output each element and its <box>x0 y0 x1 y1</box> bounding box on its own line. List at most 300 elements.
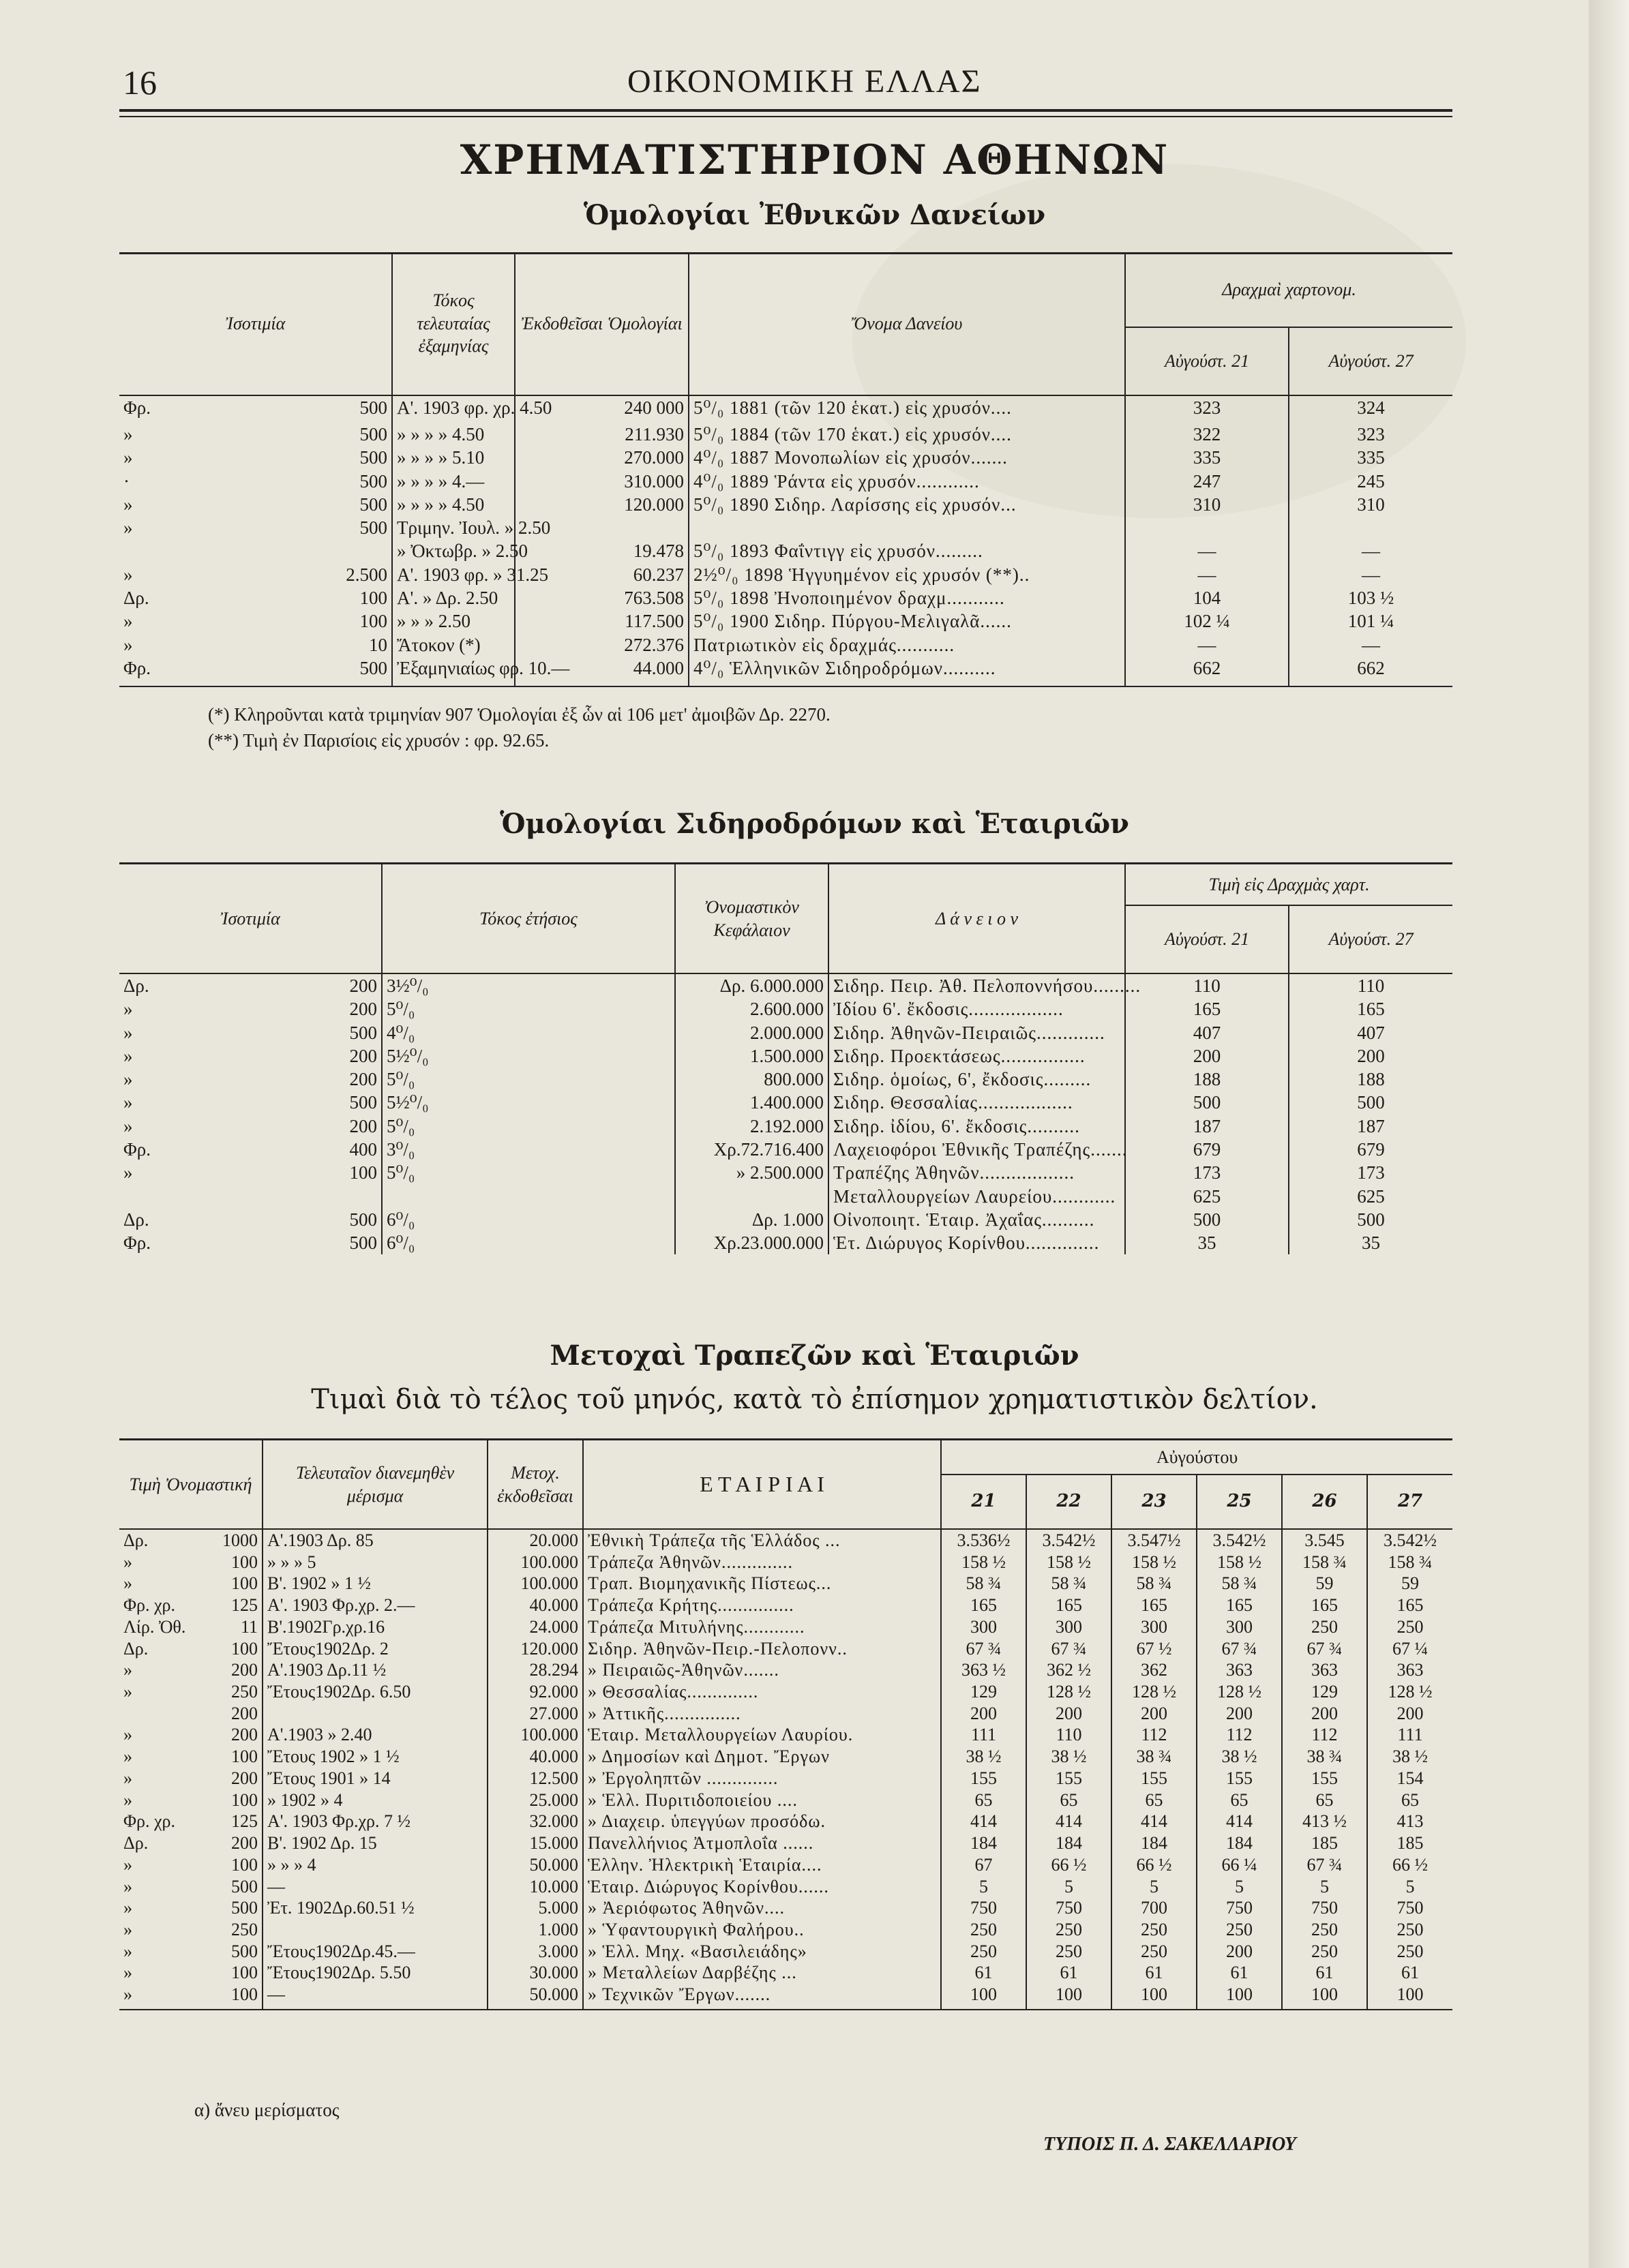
loan-name-cell: 4⁰/₀ 1889 Ῥάντα εἰς χρυσόν............ <box>689 470 1125 493</box>
price-day-26: 363 <box>1282 1659 1367 1681</box>
table-row <box>119 1876 1452 1898</box>
nominal-cell: 100 <box>231 1747 258 1767</box>
shares-issued-cell: 24.000 <box>488 1616 583 1638</box>
price-aug21-cell: 247 <box>1125 470 1289 493</box>
parity-cell: 500 <box>349 1092 378 1113</box>
parity-cell: 200 <box>349 1115 378 1136</box>
bond-name-cell: Μεταλλουργείων Λαυρείου............ <box>828 1185 1125 1208</box>
shares-issued-cell: 92.000 <box>488 1681 583 1703</box>
spacer-cell <box>1289 680 1452 686</box>
price-day-23: 112 <box>1111 1724 1197 1746</box>
loan-name-cell: 5⁰/₀ 1893 Φαΐντιγγ εἰς χρυσόν......... <box>689 539 1125 562</box>
price-aug27-cell: 500 <box>1289 1208 1452 1231</box>
parity-cell: 500 <box>359 424 388 444</box>
price-aug21-cell: — <box>1125 633 1289 656</box>
price-aug27-cell: 187 <box>1289 1115 1452 1138</box>
price-day-23: 158 ½ <box>1111 1552 1197 1573</box>
company-cell: » Ἑλλ. Μηχ. «Βασιλειάδης» <box>583 1941 941 1963</box>
currency-cell: » <box>123 1069 133 1090</box>
price-day-21: 363 ½ <box>941 1659 1026 1681</box>
price-day-26: 750 <box>1282 1897 1367 1919</box>
table-row <box>119 1573 1452 1594</box>
nominal-cell: 500 <box>231 1941 258 1961</box>
price-aug21-cell: 188 <box>1125 1068 1289 1091</box>
shares-issued-cell: 120.000 <box>488 1638 583 1660</box>
capital-cell: Δρ. 1.000 <box>675 1208 828 1231</box>
price-aug21-cell: 500 <box>1125 1091 1289 1114</box>
price-aug21-cell: 335 <box>1125 446 1289 469</box>
price-aug21-cell: 110 <box>1125 973 1289 997</box>
company-cell: Πανελλήνιος Ἀτμοπλοΐα ...... <box>583 1832 941 1854</box>
issued-cell: 310.000 <box>515 470 689 493</box>
price-aug21-cell: 200 <box>1125 1044 1289 1068</box>
price-day-21: 5 <box>941 1876 1026 1898</box>
price-day-27: 128 ½ <box>1367 1681 1452 1703</box>
loan-name-cell: 4⁰/₀ Ἑλληνικῶν Σιδηροδρόμων.......... <box>689 656 1125 680</box>
price-day-21: 58 ¾ <box>941 1573 1026 1594</box>
col-metoch: Μετοχ. ἐκδοθεῖσαι <box>488 1440 583 1529</box>
railway-bonds-table <box>119 864 1452 1254</box>
journal-title: ΟΙΚΟΝΟΜΙΚΗ ΕΛΛΑΣ <box>627 63 982 100</box>
price-day-22: 200 <box>1026 1703 1111 1725</box>
company-cell: » Διαχειρ. ὑπεγγύων προσόδω. <box>583 1811 941 1832</box>
currency-cell: » <box>123 1963 132 1983</box>
interest-cell: 5⁰/₀ <box>382 1115 675 1138</box>
currency-cell: Δρ. <box>123 1209 149 1230</box>
price-day-23: 5 <box>1111 1876 1197 1898</box>
currency-cell: » <box>123 611 133 632</box>
spacer-cell <box>515 680 689 686</box>
table-row <box>119 1724 1452 1746</box>
price-day-26: 38 ¾ <box>1282 1746 1367 1768</box>
table-end-row <box>119 680 1452 686</box>
price-day-22: 250 <box>1026 1919 1111 1941</box>
price-day-27: 3.542½ <box>1367 1529 1452 1552</box>
price-day-26: 155 <box>1282 1768 1367 1789</box>
currency-cell: » <box>123 1573 132 1594</box>
parity-cell: 500 <box>359 494 388 515</box>
col-date-21: Αὐγούστ. 21 <box>1125 327 1289 395</box>
spacer-cell <box>1111 2006 1197 2010</box>
company-cell: » Τεχνικῶν Ἔργων....... <box>583 1984 941 2006</box>
price-aug27-cell: — <box>1289 563 1452 586</box>
price-aug27-cell: 625 <box>1289 1185 1452 1208</box>
dividend-cell: Ἔτους 1901 » 14 <box>263 1768 488 1789</box>
footnote-1: (*) Κληροῦνται κατὰ τριμηνίαν 907 Ὁμολογίαι ἐξ ὧν αἱ 106 μετ' ἀμοιβῶν Δρ. 2270. <box>208 704 831 725</box>
capital-cell: 2.600.000 <box>675 997 828 1020</box>
currency-cell: » <box>123 564 133 585</box>
company-cell: Τράπεζα Κρήτης............... <box>583 1594 941 1616</box>
currency-cell: Λίρ. Ὀθ. <box>123 1616 186 1637</box>
dividend-cell <box>263 1919 488 1941</box>
table-row <box>119 633 1452 656</box>
price-aug27-cell: 101 ¼ <box>1289 609 1452 633</box>
col-date-27-2: Αὐγούστ. 27 <box>1289 905 1452 973</box>
company-cell: » Ἀττικῆς............... <box>583 1703 941 1725</box>
shares-issued-cell: 15.000 <box>488 1832 583 1854</box>
day-header-26: 26 <box>1282 1475 1367 1529</box>
price-day-26: 250 <box>1282 1919 1367 1941</box>
currency-cell: · <box>123 470 130 492</box>
parity-cell: 200 <box>349 1045 378 1066</box>
shares-issued-cell: 12.500 <box>488 1768 583 1789</box>
price-day-25: 165 <box>1197 1594 1282 1616</box>
table-row <box>119 1091 1452 1114</box>
issued-cell: 44.000 <box>515 656 689 680</box>
issued-cell: 120.000 <box>515 493 689 516</box>
currency-cell: » <box>123 634 133 655</box>
price-day-22: 38 ½ <box>1026 1746 1111 1768</box>
price-day-21: 200 <box>941 1703 1026 1725</box>
nominal-cell: 200 <box>231 1768 258 1788</box>
company-cell: Ἑταιρ. Μεταλλουργείων Λαυρίου. <box>583 1724 941 1746</box>
table-row <box>119 1811 1452 1832</box>
capital-cell: 2.000.000 <box>675 1021 828 1044</box>
shares-issued-cell: 30.000 <box>488 1962 583 1984</box>
dividend-cell: Α'.1903 Δρ.11 ½ <box>263 1659 488 1681</box>
price-day-26: 3.545 <box>1282 1529 1367 1552</box>
dividend-cell: Ἐτ. 1902Δρ.60.51 ½ <box>263 1897 488 1919</box>
currency-cell: Φρ. χρ. <box>123 1811 175 1832</box>
section1-title: Ὁμολογίαι Ἐθνικῶν Δανείων <box>583 199 1046 231</box>
table-row <box>119 973 1452 997</box>
price-day-26: 67 ¾ <box>1282 1638 1367 1660</box>
price-aug27-cell: 245 <box>1289 470 1452 493</box>
page-number: 16 <box>123 63 157 102</box>
table-row <box>119 1231 1452 1254</box>
company-cell: » Δημοσίων καὶ Δημοτ. Ἔργων <box>583 1746 941 1768</box>
col-etairiai: Ε Τ Α Ι Ρ Ι Α Ι <box>583 1440 941 1529</box>
price-day-21: 100 <box>941 1984 1026 2006</box>
shares-issued-cell: 10.000 <box>488 1876 583 1898</box>
dividend-cell: Β'. 1902 Δρ. 15 <box>263 1832 488 1854</box>
col-tokos: Τόκος τελευταίας ἐξαμηνίας <box>392 252 515 395</box>
dividend-cell: Ἔτους1902Δρ.45.— <box>263 1941 488 1963</box>
table-row <box>119 1138 1452 1161</box>
shares-issued-cell: 32.000 <box>488 1811 583 1832</box>
price-day-25: 155 <box>1197 1768 1282 1789</box>
bank-shares-table <box>119 1440 1452 2010</box>
price-aug27-cell: — <box>1289 539 1452 562</box>
currency-cell: » <box>123 1022 133 1043</box>
currency-cell: » <box>123 1162 133 1183</box>
day-header-27: 27 <box>1367 1475 1452 1529</box>
currency-cell: » <box>123 1660 132 1680</box>
price-day-23: 700 <box>1111 1897 1197 1919</box>
capital-cell: 2.192.000 <box>675 1115 828 1138</box>
interest-cell: 5½⁰/₀ <box>382 1091 675 1114</box>
price-aug27-cell: 324 <box>1289 395 1452 423</box>
currency-cell: » <box>123 1747 132 1767</box>
price-day-25: 414 <box>1197 1811 1282 1832</box>
spacer-cell <box>1197 2006 1282 2010</box>
table-row <box>119 1185 1452 1208</box>
price-aug27-cell: 335 <box>1289 446 1452 469</box>
table-row <box>119 1594 1452 1616</box>
loan-name-cell: 5⁰/₀ 1881 (τῶν 120 ἑκατ.) εἰς χρυσόν.... <box>689 395 1125 423</box>
nominal-cell: 100 <box>231 1789 258 1810</box>
bond-name-cell: Σιδηρ. Προεκτάσεως................ <box>828 1044 1125 1068</box>
price-day-25: 128 ½ <box>1197 1681 1282 1703</box>
loan-name-cell: 4⁰/₀ 1887 Μονοπωλίων εἰς χρυσόν....... <box>689 446 1125 469</box>
parity-cell: 500 <box>349 1233 378 1254</box>
price-day-25: 58 ¾ <box>1197 1573 1282 1594</box>
nominal-cell: 200 <box>231 1725 258 1745</box>
price-day-26: 112 <box>1282 1724 1367 1746</box>
shares-issued-cell: 3.000 <box>488 1941 583 1963</box>
currency-cell: » <box>123 1789 132 1810</box>
price-day-21: 129 <box>941 1681 1026 1703</box>
price-day-25: 200 <box>1197 1941 1282 1963</box>
nominal-cell: 100 <box>231 1854 258 1875</box>
price-aug27-cell: 35 <box>1289 1231 1452 1254</box>
price-day-21: 250 <box>941 1941 1026 1963</box>
price-day-23: 300 <box>1111 1616 1197 1638</box>
shares-issued-cell: 40.000 <box>488 1746 583 1768</box>
price-day-23: 67 ½ <box>1111 1638 1197 1660</box>
currency-cell: Φρ. <box>123 1138 151 1160</box>
price-aug21-cell: 165 <box>1125 997 1289 1020</box>
price-day-21: 61 <box>941 1962 1026 1984</box>
issued-cell: 117.500 <box>515 609 689 633</box>
table-row <box>119 493 1452 516</box>
capital-cell: 1.400.000 <box>675 1091 828 1114</box>
table-row <box>119 470 1452 493</box>
section2-title: Ὁμολογίαι Σιδηροδρόμων καὶ Ἑταιριῶν <box>500 808 1129 840</box>
capital-cell: Χρ.72.716.400 <box>675 1138 828 1161</box>
dividend-cell: Ἔτους 1902 » 1 ½ <box>263 1746 488 1768</box>
loan-name-cell: 5⁰/₀ 1898 Ἠνοποιημένον δραχμ........... <box>689 586 1125 609</box>
parity-cell: 200 <box>349 999 378 1020</box>
col-isotimia: Ἰσοτιμία <box>119 252 392 395</box>
price-aug27-cell: 679 <box>1289 1138 1452 1161</box>
table-row <box>119 1208 1452 1231</box>
shares-issued-cell: 20.000 <box>488 1529 583 1552</box>
adjacent-page-edge <box>1589 0 1629 2268</box>
nominal-cell: 125 <box>231 1811 258 1832</box>
price-day-21: 67 ¾ <box>941 1638 1026 1660</box>
price-day-23: 128 ½ <box>1111 1681 1197 1703</box>
price-aug21-cell: 322 <box>1125 423 1289 446</box>
spacer-cell <box>941 2006 1026 2010</box>
parity-cell <box>269 539 392 562</box>
coupon-cell: » Ὀκτωβρ. » 2.50 <box>392 539 515 562</box>
spacer-cell <box>392 680 515 686</box>
coupon-cell: » » » » 4.50 <box>392 423 515 446</box>
price-aug27-cell: 310 <box>1289 493 1452 516</box>
shares-issued-cell: 100.000 <box>488 1552 583 1573</box>
price-aug27-cell: 173 <box>1289 1161 1452 1184</box>
national-loans-table <box>119 252 1452 687</box>
table-row <box>119 1044 1452 1068</box>
dividend-cell: Ἔτους1902Δρ. 6.50 <box>263 1681 488 1703</box>
currency-cell: » <box>123 1919 132 1939</box>
price-day-26: 5 <box>1282 1876 1367 1898</box>
price-day-23: 61 <box>1111 1962 1197 1984</box>
nominal-cell: 250 <box>231 1682 258 1702</box>
price-day-22: 65 <box>1026 1789 1111 1811</box>
currency-cell: Δρ. <box>123 587 149 608</box>
issued-cell: 19.478 <box>515 539 689 562</box>
price-aug21-cell: 323 <box>1125 395 1289 423</box>
coupon-cell: » » » » 4.50 <box>392 493 515 516</box>
company-cell: Ἑλλην. Ἠλεκτρικὴ Ἑταιρία.... <box>583 1854 941 1876</box>
price-day-22: 750 <box>1026 1897 1111 1919</box>
price-day-26: 250 <box>1282 1941 1367 1963</box>
price-day-22: 66 ½ <box>1026 1854 1111 1876</box>
interest-cell: 5⁰/₀ <box>382 1161 675 1184</box>
price-day-27: 165 <box>1367 1594 1452 1616</box>
price-day-23: 184 <box>1111 1832 1197 1854</box>
currency-cell: Φρ. χρ. <box>123 1595 175 1616</box>
price-aug21-cell: 310 <box>1125 493 1289 516</box>
price-day-25: 61 <box>1197 1962 1282 1984</box>
table-row <box>119 997 1452 1020</box>
price-day-23: 100 <box>1111 1984 1197 2006</box>
company-cell: » Πειραιῶς-Ἀθηνῶν....... <box>583 1659 941 1681</box>
table-row <box>119 1552 1452 1573</box>
parity-cell: 500 <box>359 657 388 678</box>
bond-name-cell: Οἰνοποιητ. Ἑταιρ. Ἀχαΐας.......... <box>828 1208 1125 1231</box>
company-cell: » Μεταλλείων Δαρβέζης ... <box>583 1962 941 1984</box>
price-day-25: 200 <box>1197 1703 1282 1725</box>
section3-title: Μετοχαὶ Τραπεζῶν καὶ Ἑταιριῶν <box>550 1340 1079 1372</box>
bond-name-cell: Σιδηρ. Ἀθηνῶν-Πειραιῶς............. <box>828 1021 1125 1044</box>
dividend-cell: Α'. 1903 Φρ.χρ. 2.— <box>263 1594 488 1616</box>
currency-cell: » <box>123 1092 133 1113</box>
parity-cell: 500 <box>349 1022 378 1043</box>
spacer-cell <box>263 2006 488 2010</box>
price-day-26: 65 <box>1282 1789 1367 1811</box>
table-row <box>119 1768 1452 1789</box>
price-aug27-cell: 500 <box>1289 1091 1452 1114</box>
table-row <box>119 1068 1452 1091</box>
currency-cell: Δρ. <box>123 976 149 996</box>
nominal-cell: 11 <box>240 1616 258 1637</box>
nominal-cell: 250 <box>231 1919 258 1939</box>
dividend-cell: — <box>263 1984 488 2006</box>
interest-cell: 6⁰/₀ <box>382 1208 675 1231</box>
price-day-23: 66 ½ <box>1111 1854 1197 1876</box>
company-cell: Σιδηρ. Ἀθηνῶν-Πειρ.-Πελοπονν.. <box>583 1638 941 1660</box>
table-row <box>119 1962 1452 1984</box>
price-aug27-cell: 188 <box>1289 1068 1452 1091</box>
currency-cell: » <box>123 1682 132 1702</box>
table-row <box>119 1529 1452 1552</box>
price-day-27: 250 <box>1367 1919 1452 1941</box>
interest-cell: 4⁰/₀ <box>382 1021 675 1044</box>
loan-name-cell: 2½⁰/₀ 1898 Ἡγγυημένον εἰς χρυσόν (**).. <box>689 563 1125 586</box>
price-day-27: 250 <box>1367 1941 1452 1963</box>
currency-cell: Δρ. <box>123 1833 149 1854</box>
col-daneion: Δ ά ν ε ι ο ν <box>828 864 1125 973</box>
parity-cell: 200 <box>349 976 378 996</box>
price-day-22: 362 ½ <box>1026 1659 1111 1681</box>
company-cell: » Ἐργοληπτῶν .............. <box>583 1768 941 1789</box>
price-aug21-cell: — <box>1125 563 1289 586</box>
price-day-25: 750 <box>1197 1897 1282 1919</box>
col-ekdotheisai: Ἐκδοθεῖσαι Ὁμολογίαι <box>515 252 689 395</box>
parity-cell: 100 <box>359 611 388 632</box>
price-day-23: 362 <box>1111 1659 1197 1681</box>
table-row <box>119 609 1452 633</box>
section3-subtitle: Τιμαὶ διὰ τὸ τέλος τοῦ μηνός, κατὰ τὸ ἐπίσημον χρηματιστικὸν δελτίον. <box>311 1384 1318 1415</box>
spacer-cell <box>583 2006 941 2010</box>
interest-cell: 5⁰/₀ <box>382 1068 675 1091</box>
dividend-cell <box>263 1703 488 1725</box>
table1-top-rule <box>119 252 1452 254</box>
price-day-25: 250 <box>1197 1919 1282 1941</box>
currency-cell: Φρ. <box>123 657 151 678</box>
price-aug27-cell: — <box>1289 633 1452 656</box>
dividend-cell: Ἔτους1902Δρ. 2 <box>263 1638 488 1660</box>
shares-issued-cell: 100.000 <box>488 1724 583 1746</box>
bond-name-cell: Τραπέζης Ἀθηνῶν.................. <box>828 1161 1125 1184</box>
nominal-cell: 100 <box>231 1963 258 1983</box>
price-day-27: 363 <box>1367 1659 1452 1681</box>
parity-cell: 500 <box>359 517 388 539</box>
price-day-21: 750 <box>941 1897 1026 1919</box>
table-row <box>119 395 1452 423</box>
coupon-cell: Ἄτοκον (*) <box>392 633 515 656</box>
col-drachmai: Δραχμαὶ χαρτονομ. <box>1125 252 1452 327</box>
price-day-23: 3.547½ <box>1111 1529 1197 1552</box>
price-day-23: 58 ¾ <box>1111 1573 1197 1594</box>
company-cell: Ἑταιρ. Διώρυγος Κορίνθου...... <box>583 1876 941 1898</box>
currency-cell <box>119 539 269 562</box>
price-aug21-cell: 187 <box>1125 1115 1289 1138</box>
price-day-23: 250 <box>1111 1941 1197 1963</box>
spacer-cell <box>269 680 392 686</box>
parity-cell: 2.500 <box>346 564 388 585</box>
price-aug21-cell: 679 <box>1125 1138 1289 1161</box>
loan-name-cell: 5⁰/₀ 1884 (τῶν 170 ἑκατ.) εἰς χρυσόν.... <box>689 423 1125 446</box>
price-day-27: 154 <box>1367 1768 1452 1789</box>
table-row <box>119 516 1452 539</box>
table-row <box>119 1681 1452 1703</box>
currency-cell: Φρ. <box>123 1233 151 1254</box>
price-aug27-cell: 662 <box>1289 656 1452 680</box>
dividend-cell: Α'.1903 Δρ. 85 <box>263 1529 488 1552</box>
price-day-25: 5 <box>1197 1876 1282 1898</box>
price-day-21: 414 <box>941 1811 1026 1832</box>
col-timi: Τιμὴ εἰς Δραχμὰς χαρτ. <box>1125 864 1452 905</box>
price-aug27-cell: 407 <box>1289 1021 1452 1044</box>
table-row <box>119 446 1452 469</box>
header-rule <box>119 109 1452 112</box>
price-aug27-cell: 110 <box>1289 973 1452 997</box>
col-date-27: Αὐγούστ. 27 <box>1289 327 1452 395</box>
coupon-cell: » » » » 5.10 <box>392 446 515 469</box>
currency-cell: » <box>123 1045 133 1066</box>
price-day-23: 155 <box>1111 1768 1197 1789</box>
col-date-21-2: Αὐγούστ. 21 <box>1125 905 1289 973</box>
table-row <box>119 539 1452 562</box>
company-cell: » Ὑφαντουργικὴ Φαλήρου.. <box>583 1919 941 1941</box>
price-aug27-cell <box>1289 516 1452 539</box>
price-day-23: 250 <box>1111 1919 1197 1941</box>
price-day-22: 158 ½ <box>1026 1552 1111 1573</box>
spacer-cell <box>689 680 1125 686</box>
parity-cell: 100 <box>359 587 388 608</box>
nominal-cell: 100 <box>231 1984 258 2005</box>
parity-cell: 10 <box>369 634 388 655</box>
footnote-2: (**) Τιμὴ ἐν Παρισίοις εἰς χρυσόν : φρ. 92.65. <box>208 730 550 751</box>
coupon-cell: Τριμην. Ἰουλ. » 2.50 <box>392 516 515 539</box>
shares-issued-cell: 25.000 <box>488 1789 583 1811</box>
price-day-27: 100 <box>1367 1984 1452 2006</box>
col-timi-onom: Τιμὴ Ὀνομαστική <box>119 1440 263 1529</box>
